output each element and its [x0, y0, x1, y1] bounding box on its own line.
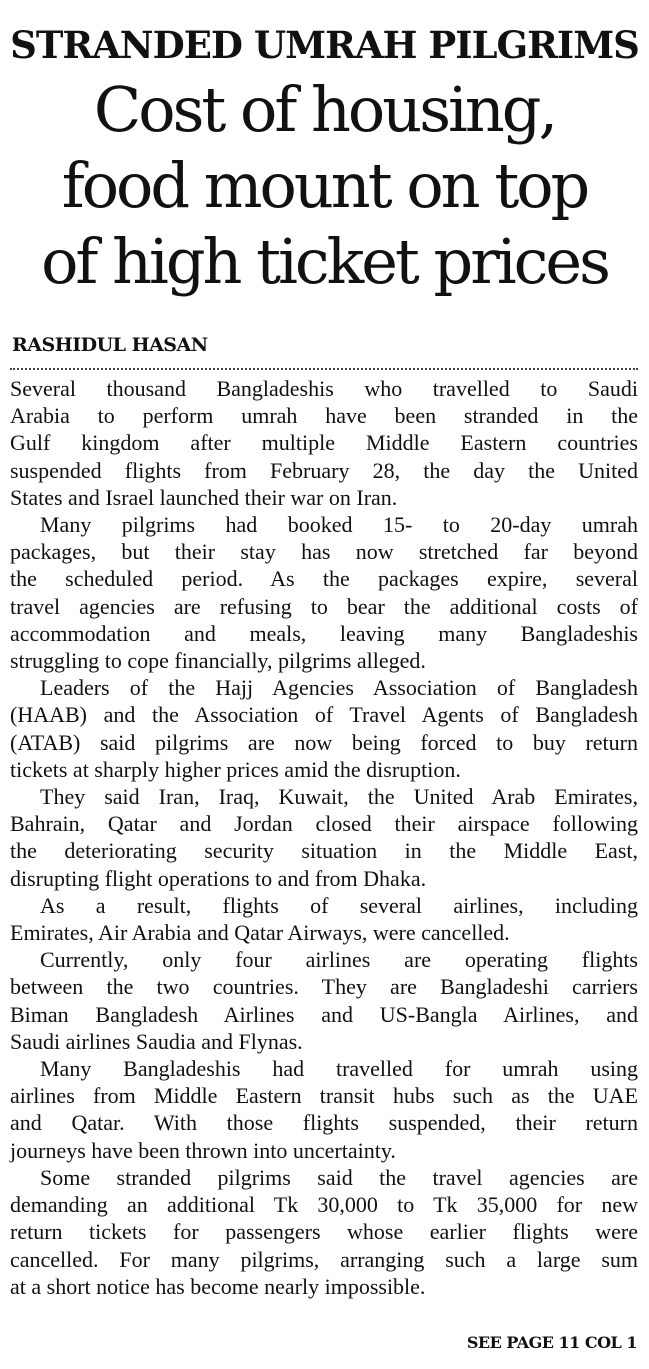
text-line: Bahrain, Qatar and Jordan closed their airspace following	[10, 811, 638, 837]
text-line: Emirates, Air Arabia and Qatar Airways, were cancelled.	[10, 920, 510, 946]
byline: RASHIDUL HASAN	[12, 334, 208, 356]
text-line: struggling to cope financially, pilgrims alleged.	[10, 648, 426, 674]
continuation-link[interactable]: SEE PAGE 11 COL 1	[466, 1333, 637, 1352]
text-line: accommodation and meals, leaving many Bangladeshis	[10, 620, 638, 646]
text-line: packages, but their stay has now stretched far beyond	[10, 539, 638, 565]
text-line: suspended flights from February 28, the day the United	[10, 457, 638, 483]
text-line: (ATAB) said pilgrims are now being forced to buy return	[10, 729, 638, 755]
text-line: tickets at sharply higher prices amid the disruption.	[10, 756, 461, 782]
text-line: journeys have been thrown into uncertainty.	[10, 1137, 396, 1163]
text-line: airlines from Middle Eastern transit hubs such as the UAE	[10, 1083, 638, 1109]
text-line: Gulf kingdom after multiple Middle Eastern countries	[10, 430, 638, 456]
text-line: Many pilgrims had booked 15- to 20-day umrah	[40, 512, 638, 538]
text-line: Biman Bangladesh Airlines and US-Bangla Airlines, and	[10, 1001, 638, 1027]
headline	[0, 72, 649, 300]
text-line: Arabia to perform umrah have been stranded in the	[10, 403, 638, 429]
kicker-label: STRANDED UMRAH PILGRIMS	[10, 23, 639, 67]
text-line: Saudi airlines Saudia and Flynas.	[10, 1028, 303, 1054]
text-line: Currently, only four airlines are operating flights	[40, 947, 638, 973]
text-line: As a result, flights of several airlines, including	[40, 892, 638, 918]
dotted-divider	[10, 368, 638, 370]
text-line: Several thousand Bangladeshis who travelled to Saudi	[10, 376, 638, 401]
text-line: the deteriorating security situation in the Middle East,	[10, 838, 638, 864]
paragraph	[10, 375, 638, 511]
text-line: and Qatar. With those flights suspended, their return	[10, 1110, 638, 1136]
paragraph	[10, 892, 638, 946]
article-body	[10, 375, 638, 1300]
text-line: Some stranded pilgrims said the travel agencies are	[40, 1164, 638, 1190]
text-line: at a short notice has become nearly impossible.	[10, 1273, 426, 1299]
headline-line: Cost of housing,	[93, 73, 556, 146]
text-line: between the two countries. They are Bangladeshi carriers	[10, 974, 638, 1000]
text-line: return tickets for passengers whose earlier flights were	[10, 1219, 638, 1245]
text-line: (HAAB) and the Association of Travel Agents of Bangladesh	[10, 702, 638, 728]
paragraph	[10, 946, 638, 1055]
paragraph	[10, 1164, 638, 1300]
text-line: cancelled. For many pilgrims, arranging such a large sum	[10, 1246, 638, 1272]
text-line: travel agencies are refusing to bear the additional costs of	[10, 593, 638, 619]
text-line: demanding an additional Tk 30,000 to Tk 35,000 for new	[10, 1192, 638, 1218]
text-line: States and Israel launched their war on Iran.	[10, 484, 398, 510]
headline-line: of high ticket prices	[41, 225, 608, 298]
paragraph	[10, 674, 638, 783]
text-line: Leaders of the Hajj Agencies Association of Bangladesh	[40, 675, 638, 701]
headline-line: food mount on top	[61, 149, 588, 222]
text-line: They said Iran, Iraq, Kuwait, the United Arab Emirates,	[40, 784, 638, 810]
paragraph	[10, 1055, 638, 1164]
text-line: disrupting flight operations to and from Dhaka.	[10, 865, 427, 891]
text-line: the scheduled period. As the packages expire, several	[10, 566, 638, 592]
text-line: Many Bangladeshis had travelled for umrah using	[40, 1056, 638, 1082]
paragraph	[10, 783, 638, 892]
paragraph	[10, 511, 638, 674]
